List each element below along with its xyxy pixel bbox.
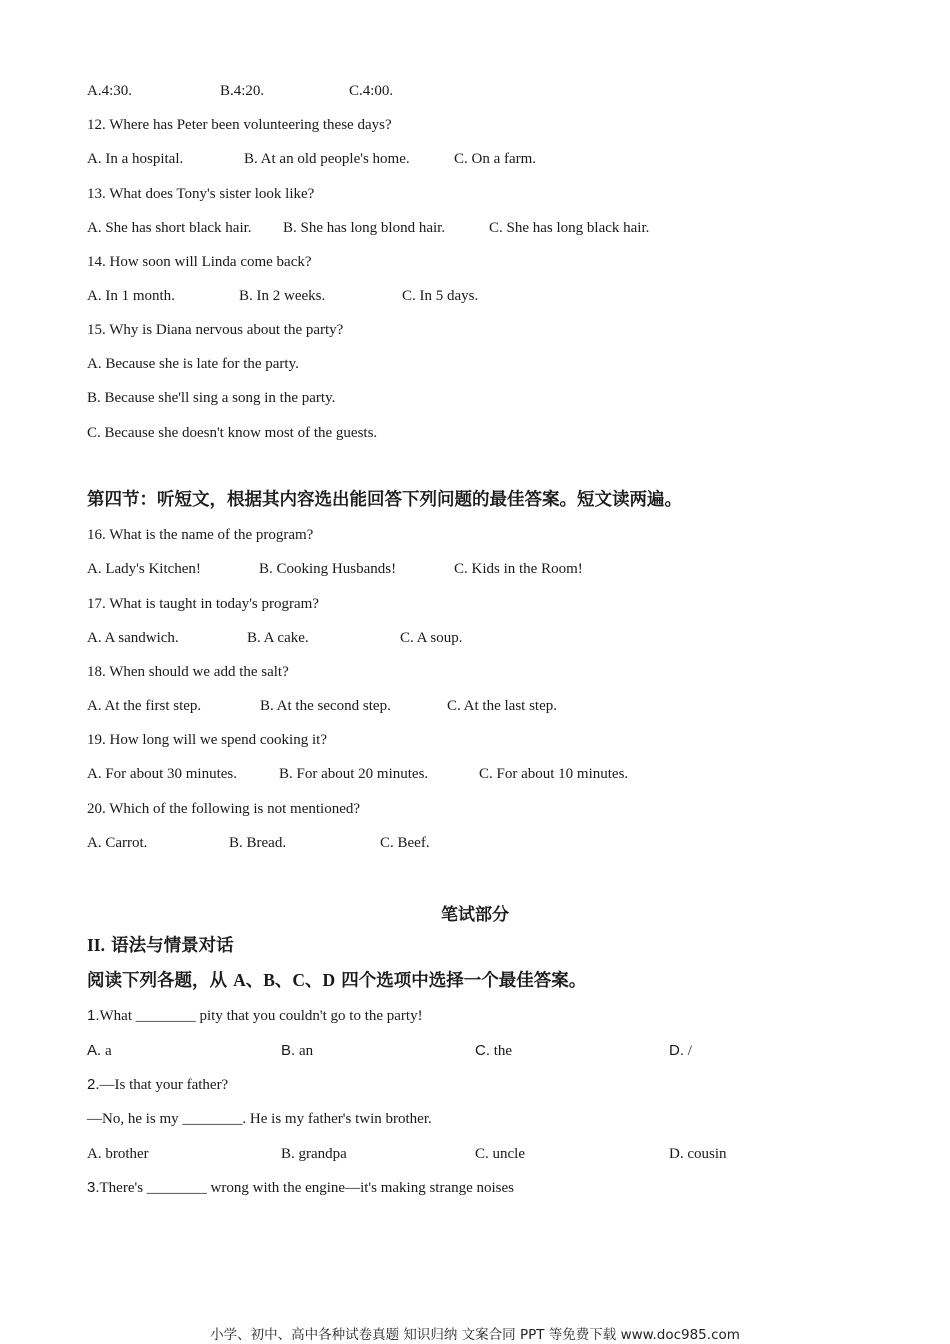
footer-text: 小学、初中、高中各种试卷真题 知识归纳 文案合同 PPT 等免费下载	[210, 1327, 617, 1343]
footer-site-link[interactable]: www.doc985.com	[620, 1327, 740, 1343]
q13-option-c: C. She has long black hair.	[489, 220, 650, 236]
q11-option-b: B.4:20.	[220, 83, 265, 99]
q19-option-c: C. For about 10 minutes.	[479, 766, 629, 782]
q16-question: 16. What is the name of the program?	[87, 527, 314, 543]
q16-option-c: C. Kids in the Room!	[454, 561, 583, 577]
q1-option-c-text: the	[493, 1043, 513, 1059]
q2-text: —Is that your father?	[99, 1077, 229, 1093]
section-2-number: II.	[87, 935, 105, 955]
q19-option-a: A. For about 30 minutes.	[87, 766, 237, 782]
q2-option-d: D. cousin	[669, 1146, 727, 1162]
q1-number: 1.	[87, 1007, 100, 1024]
q1-option-b-text: an	[298, 1043, 314, 1059]
section-4-heading: 第四节：听短文，根据其内容选出能回答下列问题的最佳答案。短文读两遍。	[87, 490, 682, 510]
q18-question: 18. When should we add the salt?	[87, 664, 289, 680]
q1-text: What ________ pity that you couldn't go to the party!	[99, 1008, 423, 1024]
q1-option-c-label: C.	[475, 1042, 490, 1059]
q1-option-d-label: D.	[669, 1042, 684, 1059]
q18-option-c: C. At the last step.	[447, 698, 557, 714]
instruction-part-1: 阅读下列各题，从	[87, 971, 227, 991]
q2-number: 2.	[87, 1076, 100, 1093]
q2-option-b: B. grandpa	[281, 1146, 347, 1162]
grammar-q3	[87, 1178, 514, 1198]
q15-option-a: A. Because she is late for the party.	[87, 356, 299, 372]
instruction-abcd: A、B、C、D	[233, 970, 336, 990]
section-2-title: 语法与情景对话	[111, 936, 234, 956]
q13-option-a: A. She has short black hair.	[87, 220, 252, 236]
q12-option-b: B. At an old people's home.	[244, 151, 410, 167]
q13-option-b: B. She has long blond hair.	[283, 220, 446, 236]
q2-option-a: A. brother	[87, 1146, 149, 1162]
q12-option-a: A. In a hospital.	[87, 151, 184, 167]
q19-option-b: B. For about 20 minutes.	[279, 766, 429, 782]
q14-question: 14. How soon will Linda come back?	[87, 254, 312, 270]
q1-option-b-label: B.	[281, 1042, 296, 1059]
q2-option-c: C. uncle	[475, 1146, 525, 1162]
q14-option-a: A. In 1 month.	[87, 288, 175, 304]
q16-option-a: A. Lady's Kitchen!	[87, 561, 201, 577]
q17-option-c: C. A soup.	[400, 630, 463, 646]
q19-question: 19. How long will we spend cooking it?	[87, 732, 327, 748]
q20-option-b: B. Bread.	[229, 835, 287, 851]
q1-option-d-text: /	[687, 1043, 692, 1059]
q12-question: 12. Where has Peter been volunteering these days?	[87, 117, 392, 133]
q18-option-b: B. At the second step.	[260, 698, 391, 714]
q15-option-b: B. Because she'll sing a song in the party.	[87, 390, 336, 406]
q20-option-c: C. Beef.	[380, 835, 430, 851]
q12-option-c: C. On a farm.	[454, 151, 537, 167]
q20-option-a: A. Carrot.	[87, 835, 148, 851]
q1-option-a-label: A.	[87, 1042, 102, 1059]
q15-option-c: C. Because she doesn't know most of the guests.	[87, 425, 378, 441]
page-footer	[0, 1323, 950, 1343]
q1-option-b	[281, 1041, 313, 1061]
q15-question: 15. Why is Diana nervous about the party?	[87, 322, 344, 338]
q3-text: There's ________ wrong with the engine—it's making strange noises	[99, 1180, 515, 1196]
q17-question: 17. What is taught in today's program?	[87, 596, 319, 612]
q11-option-a: A.4:30.	[87, 83, 132, 99]
q11-option-c: C.4:00.	[349, 83, 394, 99]
q16-option-b: B. Cooking Husbands!	[259, 561, 397, 577]
q20-question: 20. Which of the following is not mentioned?	[87, 801, 361, 817]
q1-option-c	[475, 1041, 512, 1061]
q17-option-a: A. A sandwich.	[87, 630, 179, 646]
q17-option-b: B. A cake.	[247, 630, 309, 646]
q14-option-b: B. In 2 weeks.	[239, 288, 326, 304]
q14-option-c: C. In 5 days.	[402, 288, 479, 304]
written-part-title: 笔试部分	[441, 905, 509, 925]
q3-number: 3.	[87, 1179, 100, 1196]
q1-option-d	[669, 1041, 692, 1061]
section-2-instruction	[87, 969, 586, 992]
q1-option-a	[87, 1041, 112, 1061]
grammar-q2-line2: —No, he is my ________. He is my father's twin brother.	[87, 1111, 432, 1127]
q1-option-a-text: a	[104, 1043, 112, 1059]
instruction-part-2: 四个选项中选择一个最佳答案。	[341, 971, 587, 991]
grammar-q1	[87, 1006, 423, 1026]
section-2-heading	[87, 934, 234, 957]
q13-question: 13. What does Tony's sister look like?	[87, 186, 315, 202]
grammar-q2	[87, 1075, 228, 1095]
q18-option-a: A. At the first step.	[87, 698, 202, 714]
